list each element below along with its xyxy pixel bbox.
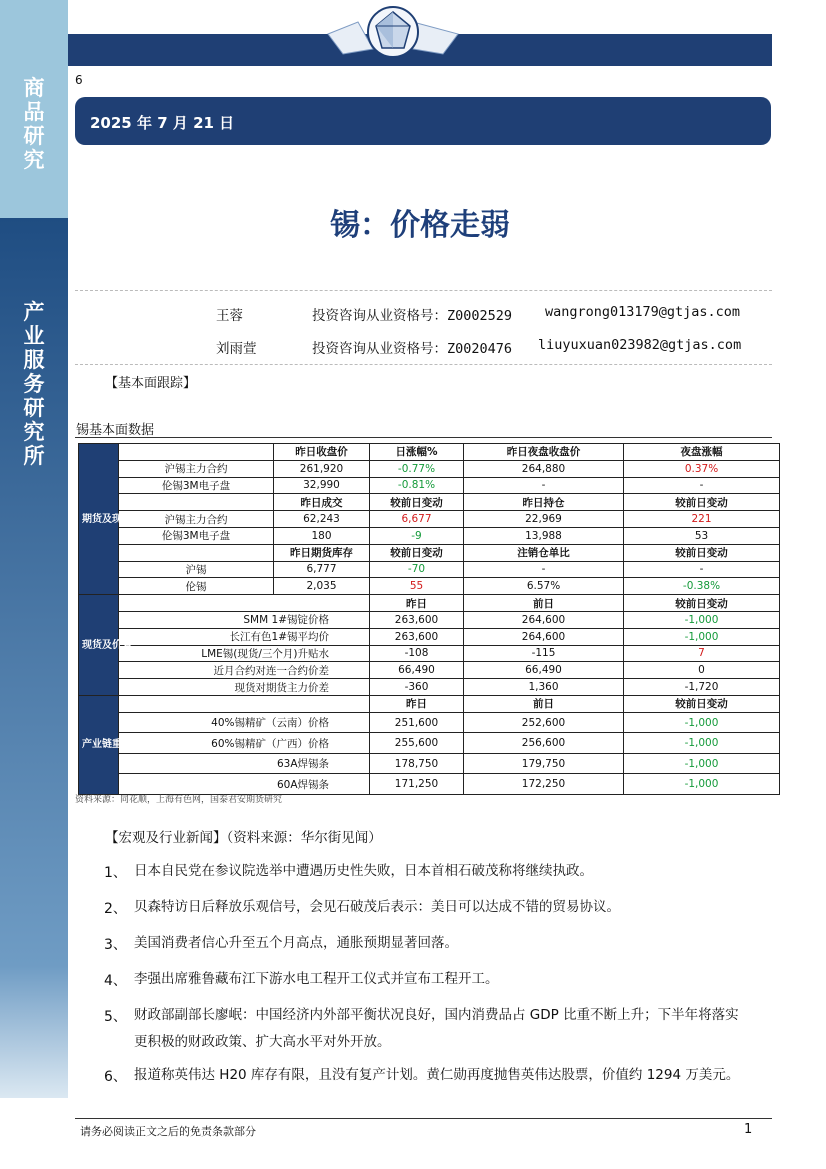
fundamental-tracking-label: 【基本面跟踪】 [105,376,197,391]
cell: 251,600 [370,712,464,733]
table-row [79,628,780,645]
row-label: 近月合约对连一合约价差 [119,662,370,679]
col-header: 夜盘涨幅 [624,444,780,461]
cell: 7 [624,645,780,662]
cell: - [464,561,624,578]
sidebar-category-label: 商 品 研 究 [23,75,45,172]
cell: -9 [370,527,464,544]
cell: -70 [370,561,464,578]
cell: -108 [370,645,464,662]
row-label: 伦锡 [119,578,274,595]
table-header-row [79,695,780,712]
cell: 264,880 [464,460,624,477]
row-label: 沪锡主力合约 [119,460,274,477]
cell: 55 [370,578,464,595]
cell: -1,000 [624,733,780,754]
news-item-number: 6、 [104,1069,127,1085]
cell: 172,250 [464,774,624,795]
news-item-text: 日本自民党在参议院选举中遭遇历史性失败，日本首相石破茂称将继续执政。 [134,863,593,879]
cell: 264,600 [464,628,624,645]
row-label: 60%锡精矿（广西）价格 [119,733,370,754]
col-header: 昨日成交 [274,494,370,511]
cell: -1,720 [624,679,780,696]
table-row [79,511,780,528]
cell [119,595,370,612]
cell [119,494,274,511]
cell: - [464,477,624,494]
table-row [79,611,780,628]
author-email[interactable]: liuyuxuan023982@gtjas.com [538,337,742,353]
cell [119,695,370,712]
diamond-logo-icon [318,4,468,66]
cell: 221 [624,511,780,528]
cell: 62,243 [274,511,370,528]
row-label: 63A焊锡条 [119,753,370,774]
table-header-row [79,444,780,461]
cell: 171,250 [370,774,464,795]
row-label: 伦锡3M电子盘 [119,527,274,544]
divider [75,290,772,291]
cell: - [624,561,780,578]
cell: 6.57% [464,578,624,595]
cell: 179,750 [464,753,624,774]
cell: 0.37% [624,460,780,477]
cell: 178,750 [370,753,464,774]
news-item-text: 美国消费者信心升至五个月高点，通胀预期显著回落。 [134,935,458,951]
table-title: 锡基本面数据 [76,423,155,438]
source-note: 资料来源：同花顺，上海有色网，国泰君安期货研究 [75,795,283,805]
cell: -360 [370,679,464,696]
report-title: 锡：价格走弱 [330,208,510,243]
col-header: 昨日持仓 [464,494,624,511]
report-date: 2025 年 7 月 21 日 [90,114,235,132]
footer-rule [75,1118,772,1119]
news-item-text: 贝森特访日后释放乐观信号，会见石破茂后表示：美日可以达成不错的贸易协议。 [134,899,620,915]
row-label: LME锡(现货/三个月)升贴水 [119,645,370,662]
footer-disclaimer: 请务必阅读正文之后的免责条款部分 [80,1125,256,1138]
cell [119,444,274,461]
sidebar-department-label: 产 业 服 务 研 究 所 [23,299,45,468]
author-license: 投资咨询从业资格号：Z0020476 [312,341,513,357]
row-label: 长江有色1#锡平均价 [119,628,370,645]
news-item-number: 3、 [104,937,127,953]
cell: 1,360 [464,679,624,696]
cell: 66,490 [370,662,464,679]
cell: 6,677 [370,511,464,528]
cell: 53 [624,527,780,544]
cell: -1,000 [624,712,780,733]
cell: 2,035 [274,578,370,595]
cell: 6,777 [274,561,370,578]
cell: 264,600 [464,611,624,628]
table-row [79,561,780,578]
row-label: 伦锡3M电子盘 [119,477,274,494]
author-email[interactable]: wangrong013179@gtjas.com [545,304,741,320]
cell: -1,000 [624,628,780,645]
row-label: 现货对期货主力价差 [119,679,370,696]
col-header: 注销仓单比 [464,544,624,561]
divider [75,364,772,365]
side-label-spot: 现货及价差 [79,595,119,696]
table-row [79,662,780,679]
cell: 180 [274,527,370,544]
cell: 256,600 [464,733,624,754]
row-label: 60A焊锡条 [119,774,370,795]
col-header: 较前日变动 [624,595,780,612]
col-header: 昨日 [370,595,464,612]
cell: -115 [464,645,624,662]
col-header: 昨日夜盘收盘价 [464,444,624,461]
col-header: 昨日收盘价 [274,444,370,461]
row-label: 沪锡主力合约 [119,511,274,528]
news-item-number: 4、 [104,973,127,989]
row-label: 沪锡 [119,561,274,578]
col-header: 昨日 [370,695,464,712]
cell: 263,600 [370,628,464,645]
news-item-number: 5、 [104,1009,127,1025]
row-label: SMM 1#锡锭价格 [119,611,370,628]
side-label-futures: 期货及现货电子盘 [79,444,119,595]
news-item-text: 财政部副部长廖岷：中国经济内外部平衡状况良好，国内消费品占 GDP 比重不断上升；下半年将落实更积极的财政政策、扩大高水平对外开放。 [134,1007,739,1050]
col-header: 较前日变动 [370,544,464,561]
news-heading: 【宏观及行业新闻】（资料来源：华尔街见闻） [105,830,382,846]
table-row [79,477,780,494]
cell: 261,920 [274,460,370,477]
cell: 22,969 [464,511,624,528]
table-title-rule [75,437,772,438]
cell: -0.77% [370,460,464,477]
table-row [79,645,780,662]
cell: -1,000 [624,753,780,774]
table-row [79,460,780,477]
news-item-number: 2、 [104,901,127,917]
table-header-row [79,494,780,511]
cell: 13,988 [464,527,624,544]
news-item-number: 1、 [104,865,127,881]
cell: 66,490 [464,662,624,679]
news-item-text: 李强出席雅鲁藏布江下游水电工程开工仪式并宣布工程开工。 [134,971,499,987]
cell: 263,600 [370,611,464,628]
table-header-row [79,544,780,561]
footer-page-number: 1 [744,1122,753,1137]
col-header: 日涨幅% [370,444,464,461]
page-number-top: 6 [75,73,83,87]
col-header: 较前日变动 [624,544,780,561]
cell: -0.81% [370,477,464,494]
news-item-text: 报道称英伟达 H20 库存有限，且没有复产计划。黄仁勋再度抛售英伟达股票，价值约 1294 万美元。 [134,1067,740,1083]
col-header: 前日 [464,595,624,612]
table-row [79,753,780,774]
table-row [79,712,780,733]
table-row [79,527,780,544]
author-name: 王蓉 [216,308,243,324]
col-header: 前日 [464,695,624,712]
cell: 0 [624,662,780,679]
table-row [79,733,780,754]
author-name: 刘雨萱 [216,341,257,357]
cell: 32,990 [274,477,370,494]
side-label-chain: 产业链重要价格数据 [79,695,119,794]
table-row [79,578,780,595]
table-header-row [79,595,780,612]
cell: - [624,477,780,494]
col-header: 较前日变动 [624,494,780,511]
cell: -1,000 [624,611,780,628]
col-header: 较前日变动 [370,494,464,511]
cell: 252,600 [464,712,624,733]
col-header: 昨日期货库存 [274,544,370,561]
cell [119,544,274,561]
cell: -0.38% [624,578,780,595]
cell: -1,000 [624,774,780,795]
author-license: 投资咨询从业资格号：Z0002529 [312,308,513,324]
row-label: 40%锡精矿（云南）价格 [119,712,370,733]
fundamentals-table [78,443,779,791]
table-row [79,679,780,696]
cell: 255,600 [370,733,464,754]
col-header: 较前日变动 [624,695,780,712]
